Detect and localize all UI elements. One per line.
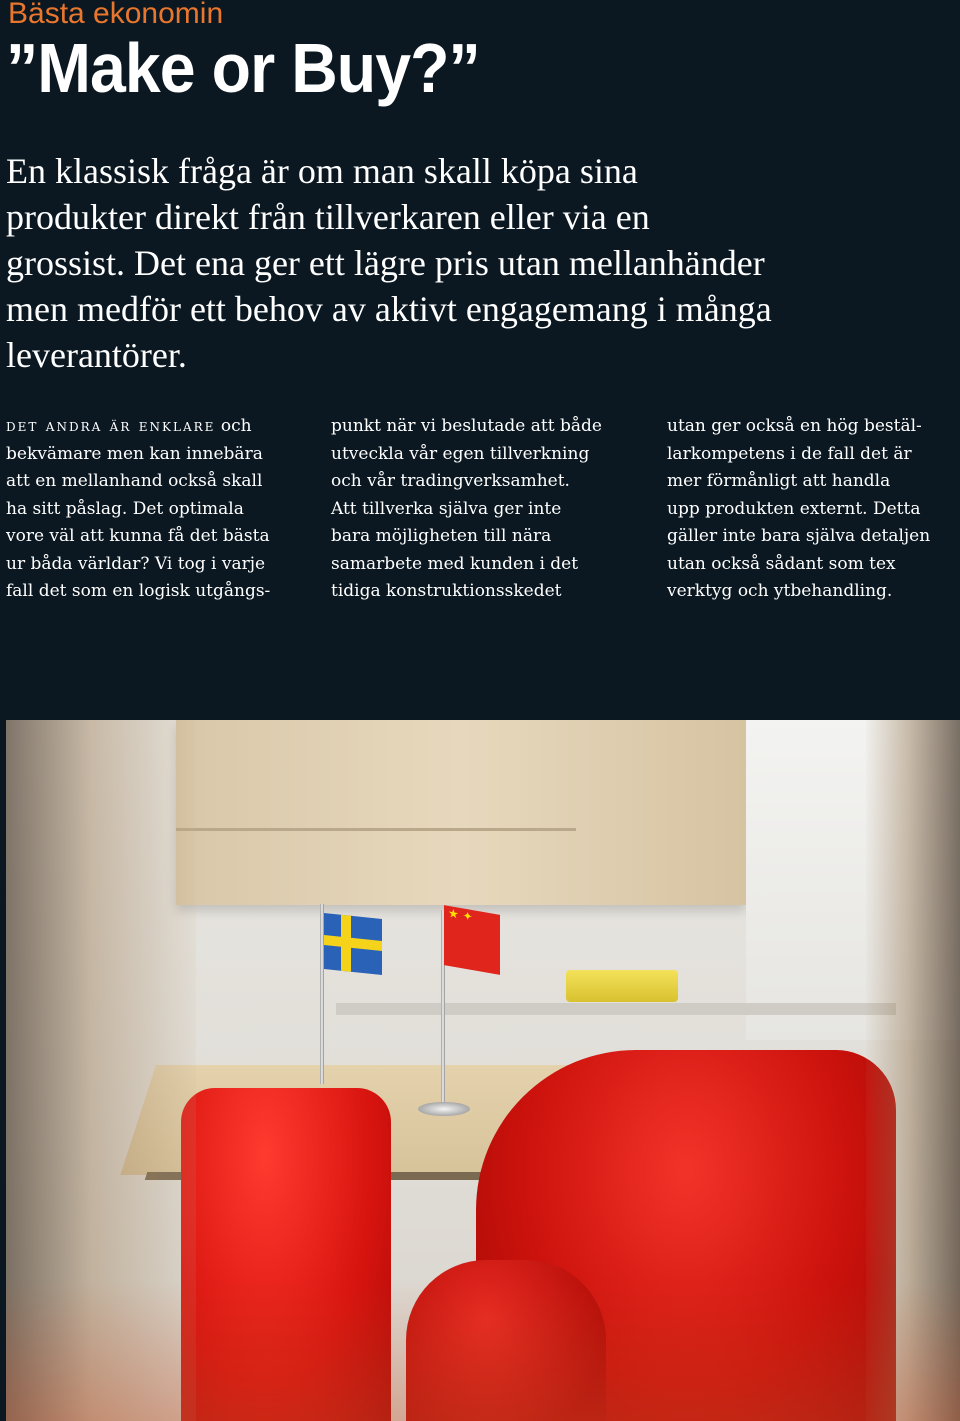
ingress bbox=[6, 148, 906, 378]
column-line: verktyg och ytbehandling. bbox=[667, 581, 893, 601]
column-line: utan ger också en hög bestäl- bbox=[667, 416, 922, 436]
column-line: och vår tradingverksamhet. bbox=[331, 471, 570, 491]
column-line: bara möjligheten till nära bbox=[331, 526, 552, 546]
lead-in: det andra är enklare bbox=[6, 416, 216, 436]
column-line: utveckla vår egen tillverkning bbox=[331, 443, 590, 464]
body-column-3 bbox=[667, 413, 960, 606]
column-line: gäller inte bara själva detaljen bbox=[667, 526, 931, 546]
photo-cabinet-handle bbox=[176, 828, 576, 831]
swedish-flag-icon bbox=[324, 913, 382, 975]
column-line: mer förmånligt att handla bbox=[667, 471, 891, 491]
column-line: punkt när vi beslutade att både bbox=[331, 416, 602, 436]
column-line: samarbete med kunden i det bbox=[331, 553, 579, 574]
column-line: vore väl att kunna få det bästa bbox=[6, 526, 270, 546]
column-line: utan också sådant som tex bbox=[667, 553, 896, 574]
column-line bbox=[6, 413, 306, 441]
lead-in-rest: och bbox=[215, 416, 252, 436]
ingress-line: grossist. Det ena ger ett lägre pris utan mellanhänder bbox=[6, 243, 765, 283]
body-column-2 bbox=[331, 413, 631, 606]
column-line: tidiga konstruktionsskedet bbox=[331, 581, 562, 601]
column-line: ur båda världar? Vi tog i varje bbox=[6, 553, 266, 574]
ingress-line: En klassisk fråga är om man skall köpa sina bbox=[6, 151, 638, 191]
kicker: Bästa ekonomin bbox=[8, 0, 224, 30]
column-line: ha sitt påslag. Det optimala bbox=[6, 498, 244, 519]
photo-yellow-tray bbox=[566, 970, 678, 1002]
column-line: att en mellanhand också skall bbox=[6, 471, 263, 491]
column-line: Att tillverka själva ger inte bbox=[331, 498, 562, 519]
flag-stand-base bbox=[418, 1102, 470, 1116]
column-line: bekvämare men kan innebära bbox=[6, 443, 263, 464]
column-line: fall det som en logisk utgångs- bbox=[6, 581, 271, 601]
body-column-1 bbox=[6, 413, 306, 606]
ingress-line: produkter direkt från tillverkaren eller via en bbox=[6, 197, 650, 237]
column-line: upp produkten externt. Detta bbox=[667, 498, 921, 519]
flag-cross-horizontal bbox=[324, 935, 382, 951]
photo-blur-foreground-bottom bbox=[6, 1280, 960, 1421]
column-line: larkompetens i de fall det är bbox=[667, 443, 912, 464]
meeting-room-photo bbox=[6, 720, 960, 1421]
ingress-line: men medför ett behov av aktivt engagemang i många bbox=[6, 289, 772, 329]
photo-cabinet bbox=[176, 720, 746, 905]
ingress-line: leverantörer. bbox=[6, 335, 187, 375]
headline: ”Make or Buy?” bbox=[6, 29, 480, 107]
chinese-flag-icon: ★ ✦ bbox=[444, 905, 500, 975]
photo-shelf bbox=[336, 1003, 896, 1015]
